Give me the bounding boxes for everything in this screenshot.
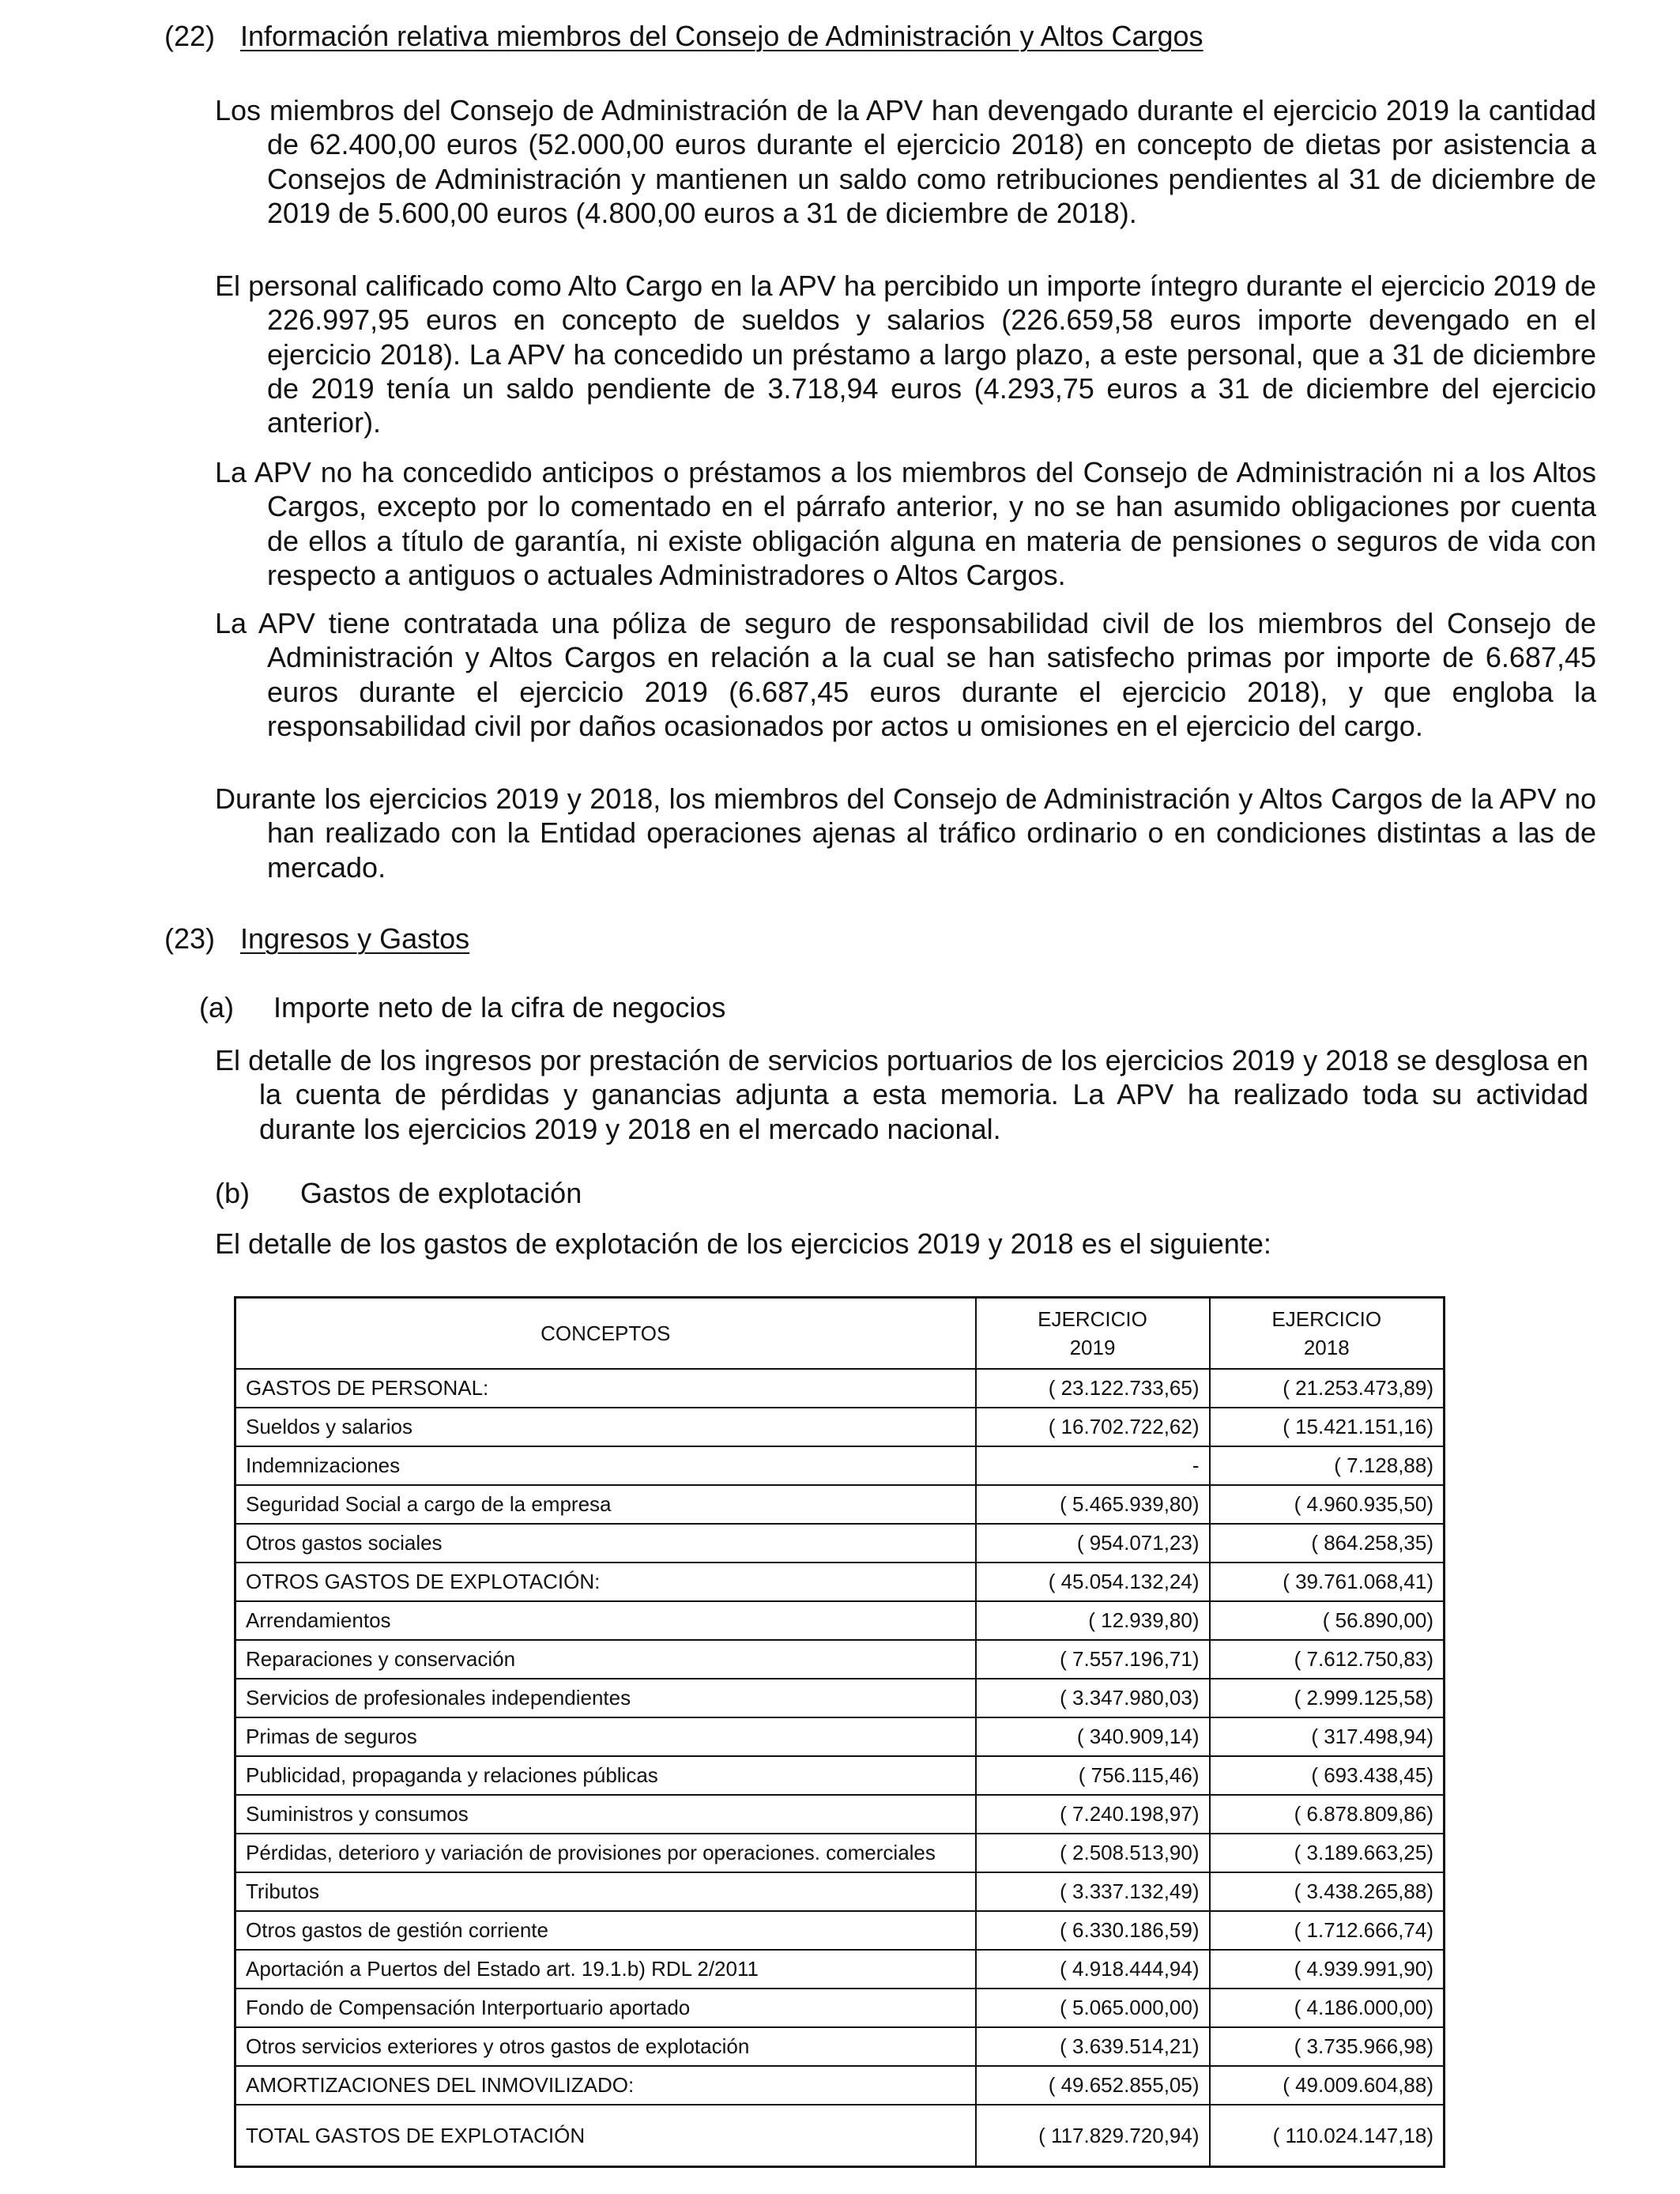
row-value-2018: ( 3.438.265,88) — [1210, 1872, 1445, 1911]
table-row — [235, 2066, 1445, 2105]
subsection-b-number: (b) — [215, 1177, 250, 1209]
row-value-2019: ( 5.065.000,00) — [976, 1989, 1210, 2027]
row-value-2019: ( 2.508.513,90) — [976, 1834, 1210, 1872]
section-22-number: (22) — [164, 20, 216, 52]
subsection-a-title: Importe neto de la cifra de negocios — [273, 991, 726, 1023]
row-value-2019: ( 16.702.722,62) — [976, 1408, 1210, 1446]
row-value-2018: ( 39.761.068,41) — [1210, 1563, 1445, 1601]
section-23-heading — [164, 922, 469, 956]
section-22-title: Información relativa miembros del Consejo de Administración y Altos Cargos — [240, 20, 1203, 52]
operating-expenses-table — [234, 1296, 1445, 2168]
header-2018-line1: EJERCICIO — [1271, 1307, 1382, 1331]
row-value-2018: ( 7.128,88) — [1210, 1446, 1445, 1485]
row-value-2019: ( 340.909,14) — [976, 1717, 1210, 1756]
table-row — [235, 1601, 1445, 1640]
s22-paragraph-4: La APV tiene contratada una póliza de seguro de responsabilidad civil de los miembros del Consejo de Administración y Altos Cargos en relación a la cual se han satisfecho primas por importe de 6.687,45 euros durante el ejercicio 2019 (6.687,45 euros durante el ejercicio 2018), y que engloba la responsabilidad civil por daños ocasionados por actos u omisiones en el ejercicio del cargo. — [215, 607, 1596, 742]
table-row — [235, 1911, 1445, 1950]
row-concept: Reparaciones y conservación — [235, 1640, 976, 1679]
row-value-2018: ( 1.712.666,74) — [1210, 1911, 1445, 1950]
table-row — [235, 1795, 1445, 1834]
table-row — [235, 1872, 1445, 1911]
row-value-2018: ( 56.890,00) — [1210, 1601, 1445, 1640]
row-value-2018: ( 6.878.809,86) — [1210, 1795, 1445, 1834]
table-row — [235, 1834, 1445, 1872]
table-row — [235, 1446, 1445, 1485]
row-value-2019: ( 7.557.196,71) — [976, 1640, 1210, 1679]
row-value-2018: ( 4.939.991,90) — [1210, 1950, 1445, 1989]
table-row — [235, 1485, 1445, 1524]
row-value-2019: ( 7.240.198,97) — [976, 1795, 1210, 1834]
s22-paragraph-2: El personal calificado como Alto Cargo en la APV ha percibido un importe íntegro durante el ejercicio 2019 de 226.997,95 euros en concepto de sueldos y salarios (226.659,58 euros importe devengado en el ejercicio 2018). La APV ha concedido un préstamo a largo plazo, a este personal, que a 31 de diciembre de 2019 tenía un saldo pendiente de 3.718,94 euros (4.293,75 euros a 31 de diciembre del ejercicio anterior). — [215, 270, 1596, 439]
row-concept: Suministros y consumos — [235, 1795, 976, 1834]
row-value-2018: ( 110.024.147,18) — [1210, 2105, 1445, 2167]
section-23-title: Ingresos y Gastos — [240, 922, 470, 955]
row-value-2018: ( 4.960.935,50) — [1210, 1485, 1445, 1524]
subsection-a-paragraph: El detalle de los ingresos por prestación de servicios portuarios de los ejercicios 2019 y 2018 se desglosa en la cuenta de pérdidas y ganancias adjunta a esta memoria. La APV ha realizado toda su actividad durante los ejercicios 2019 y 2018 en el mercado nacional. — [215, 1044, 1588, 1145]
row-value-2019: ( 5.465.939,80) — [976, 1485, 1210, 1524]
row-value-2018: ( 317.498,94) — [1210, 1717, 1445, 1756]
row-value-2018: ( 15.421.151,16) — [1210, 1408, 1445, 1446]
subsection-b-paragraph: El detalle de los gastos de explotación de los ejercicios 2019 y 2018 es el siguiente: — [215, 1227, 1271, 1260]
row-value-2019: ( 6.330.186,59) — [976, 1911, 1210, 1950]
table-header-row — [235, 1298, 1445, 1370]
table-row — [235, 1524, 1445, 1563]
row-concept: Servicios de profesionales independientes — [235, 1679, 976, 1717]
row-value-2018: ( 3.189.663,25) — [1210, 1834, 1445, 1872]
row-value-2019: ( 117.829.720,94) — [976, 2105, 1210, 2167]
row-value-2018: ( 21.253.473,89) — [1210, 1369, 1445, 1408]
row-value-2019: ( 3.639.514,21) — [976, 2027, 1210, 2066]
row-concept: Otros gastos de gestión corriente — [235, 1911, 976, 1950]
row-concept: Publicidad, propaganda y relaciones públicas — [235, 1756, 976, 1795]
table-row — [235, 1369, 1445, 1408]
table-row — [235, 1756, 1445, 1795]
row-value-2019: ( 954.071,23) — [976, 1524, 1210, 1563]
row-value-2018: ( 693.438,45) — [1210, 1756, 1445, 1795]
row-value-2019: ( 49.652.855,05) — [976, 2066, 1210, 2105]
subsection-b-title: Gastos de explotación — [300, 1177, 582, 1209]
subsection-a-number: (a) — [199, 991, 234, 1023]
row-concept: Sueldos y salarios — [235, 1408, 976, 1446]
row-concept: Pérdidas, deterioro y variación de provisiones por operaciones. comerciales — [235, 1834, 976, 1872]
table-row — [235, 1640, 1445, 1679]
table-row — [235, 1989, 1445, 2027]
table-row — [235, 1563, 1445, 1601]
s22-paragraph-1: Los miembros del Consejo de Administración de la APV han devengado durante el ejercicio 2019 la cantidad de 62.400,00 euros (52.000,00 euros durante el ejercicio 2018) en concepto de dietas por asistencia a Consejos de Administración y mantienen un saldo como retribuciones pendientes al 31 de diciembre de 2019 de 5.600,00 euros (4.800,00 euros a 31 de diciembre de 2018). — [215, 94, 1596, 229]
row-value-2019: ( 23.122.733,65) — [976, 1369, 1210, 1408]
row-concept: Indemnizaciones — [235, 1446, 976, 1485]
row-value-2019: ( 3.337.132,49) — [976, 1872, 1210, 1911]
row-value-2019: - — [976, 1446, 1210, 1485]
row-concept: Otros gastos sociales — [235, 1524, 976, 1563]
row-value-2018: ( 2.999.125,58) — [1210, 1679, 1445, 1717]
row-concept: Arrendamientos — [235, 1601, 976, 1640]
header-concepts: CONCEPTOS — [235, 1298, 976, 1370]
row-value-2019: ( 12.939,80) — [976, 1601, 1210, 1640]
table-row — [235, 1679, 1445, 1717]
row-value-2018: ( 4.186.000,00) — [1210, 1989, 1445, 2027]
row-concept: OTROS GASTOS DE EXPLOTACIÓN: — [235, 1563, 976, 1601]
row-concept: Tributos — [235, 1872, 976, 1911]
row-concept: GASTOS DE PERSONAL: — [235, 1369, 976, 1408]
row-value-2019: ( 4.918.444,94) — [976, 1950, 1210, 1989]
row-value-2018: ( 864.258,35) — [1210, 1524, 1445, 1563]
row-value-2019: ( 756.115,46) — [976, 1756, 1210, 1795]
row-concept: Primas de seguros — [235, 1717, 976, 1756]
table-row — [235, 1717, 1445, 1756]
row-concept: Aportación a Puertos del Estado art. 19.1.b) RDL 2/2011 — [235, 1950, 976, 1989]
s22-paragraph-5: Durante los ejercicios 2019 y 2018, los miembros del Consejo de Administración y Altos Cargos de la APV no han realizado con la Entidad operaciones ajenas al tráfico ordinario o en condiciones distintas a las de mercado. — [215, 782, 1596, 884]
row-value-2019: ( 45.054.132,24) — [976, 1563, 1210, 1601]
row-value-2018: ( 49.009.604,88) — [1210, 2066, 1445, 2105]
subsection-a-heading — [199, 990, 725, 1025]
row-value-2018: ( 7.612.750,83) — [1210, 1640, 1445, 1679]
header-2018-line2: 2018 — [1303, 1336, 1350, 1359]
subsection-b-heading — [215, 1176, 582, 1211]
header-2019-line1: EJERCICIO — [1038, 1307, 1147, 1331]
row-concept: Otros servicios exteriores y otros gastos de explotación — [235, 2027, 976, 2066]
table-row — [235, 2027, 1445, 2066]
s22-paragraph-3: La APV no ha concedido anticipos o préstamos a los miembros del Consejo de Administración ni a los Altos Cargos, excepto por lo comentado en el párrafo anterior, y no se han asumido obligaciones por cuenta de ellos a título de garantía, ni existe obligación alguna en materia de pensiones o seguros de vida con respecto a antiguos o actuales Administradores o Altos Cargos. — [215, 456, 1596, 591]
table-row — [235, 1950, 1445, 1989]
row-concept: AMORTIZACIONES DEL INMOVILIZADO: — [235, 2066, 976, 2105]
row-concept: Seguridad Social a cargo de la empresa — [235, 1485, 976, 1524]
header-2019-line2: 2019 — [1069, 1336, 1116, 1359]
section-23-number: (23) — [164, 922, 216, 955]
header-year-2019 — [976, 1298, 1210, 1370]
section-22-heading — [164, 19, 1203, 54]
row-concept: TOTAL GASTOS DE EXPLOTACIÓN — [235, 2105, 976, 2167]
row-value-2018: ( 3.735.966,98) — [1210, 2027, 1445, 2066]
row-value-2019: ( 3.347.980,03) — [976, 1679, 1210, 1717]
header-year-2018 — [1210, 1298, 1445, 1370]
table-total-row — [235, 2105, 1445, 2167]
row-concept: Fondo de Compensación Interportuario aportado — [235, 1989, 976, 2027]
table-row — [235, 1408, 1445, 1446]
